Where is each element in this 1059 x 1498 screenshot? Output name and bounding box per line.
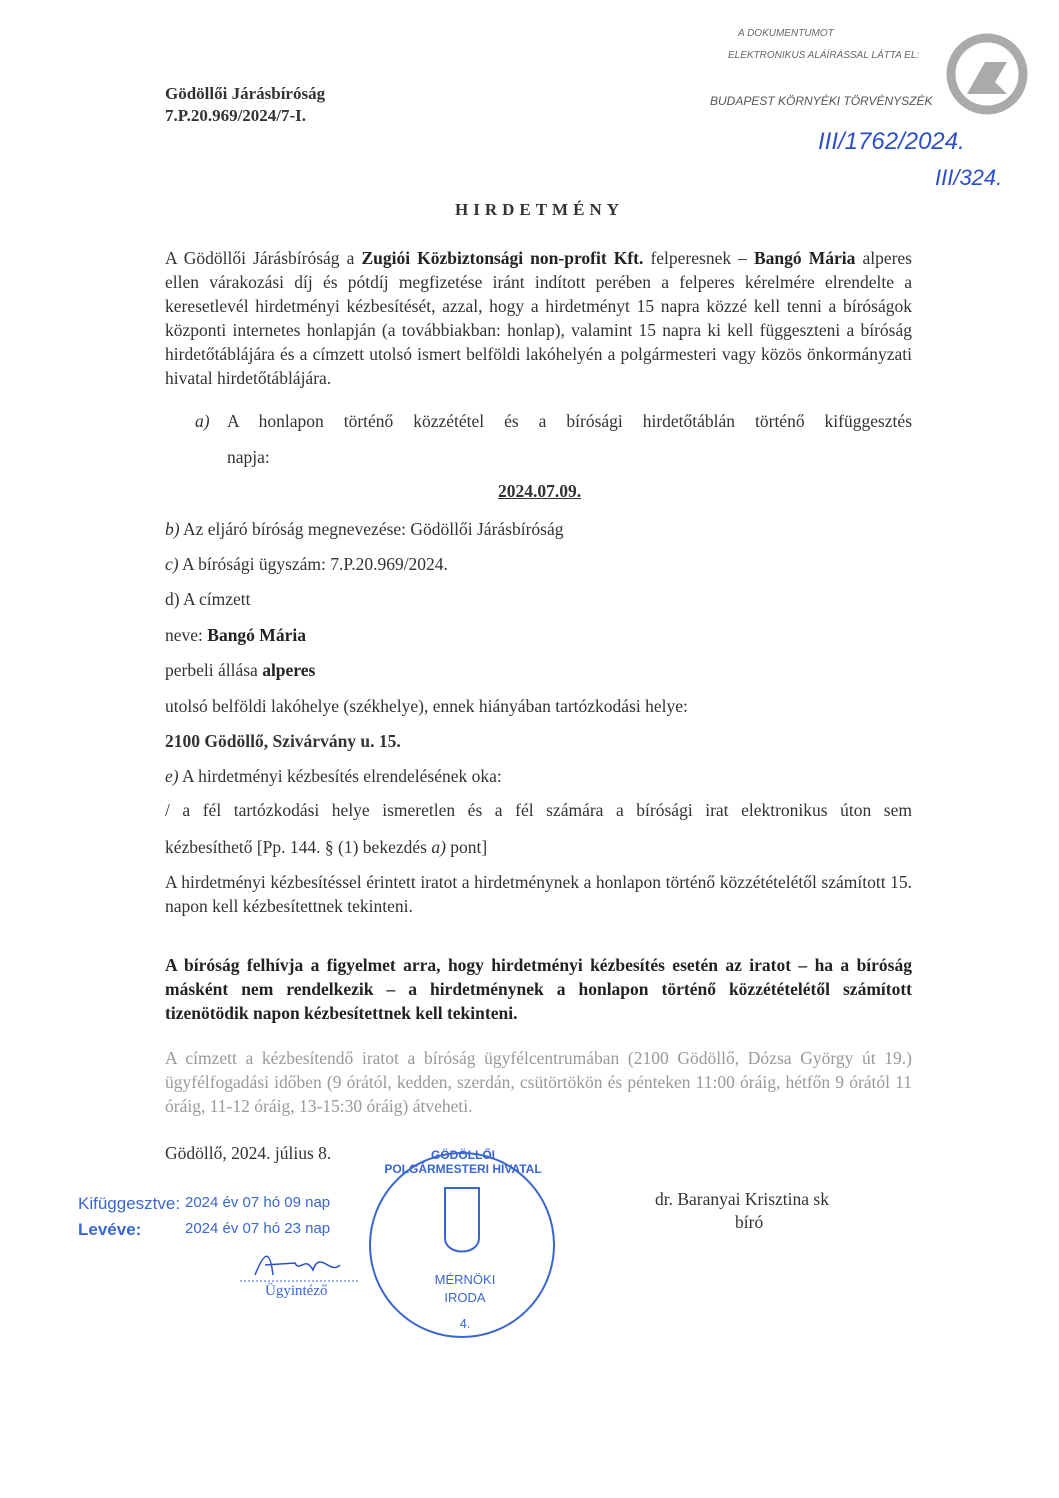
posted-value: 2024 év 07 hó 09 nap bbox=[185, 1194, 331, 1211]
removed-value: 2024 év 07 hó 23 nap bbox=[185, 1220, 331, 1237]
stamp-dept1: MÉRNÖKI bbox=[434, 1272, 496, 1287]
handwritten-registry-1: III/1762/2024. bbox=[818, 128, 965, 155]
signer-role: bíró bbox=[735, 1212, 764, 1232]
publication-date: 2024.07.09. bbox=[497, 481, 582, 501]
esign-org: BUDAPEST KÖRNYÉKI TÖRVÉNYSZÉK bbox=[710, 94, 933, 108]
intro-paragraph: A Gödöllői Járásbíróság a Zugiói Közbiztonsági non-profit Kft. felperesnek – Bangó Mária alperes ellen várakozási díj és pótdíj megfizetése iránt indított perében a felperes kérelmére elrendelte a keresetlevél hirdetményi kézbesítését, azzal, hogy a hirdetményt 15 napra közzé kell tenni a bíróságok központi internetes honlapján (a továbbiakban: honlap), valamint 15 napra ki kell függeszteni a bíróság hirdetőtáblájára és a címzett utolsó ismert belföldi lakóhelyén a polgármesteri vagy közös önkormányzati hivatal hirdetőtáblájára. bbox=[165, 248, 912, 388]
recipient-role: perbeli állása alperes bbox=[165, 660, 316, 680]
stamp-ring-text: GÖDÖLLŐI POLGÁRMESTERI HIVATAL bbox=[384, 1148, 542, 1176]
notice-paragraph: A bíróság felhívja a figyelmet arra, hogy hirdetményi kézbesítés esetén az iratot – ha a bíróság másként nem rendelkezik – a hirdetménynek a honlapon történő közzétételétől számított tizenötödik napon kézbesítettnek kell tekinteni. bbox=[165, 955, 912, 1023]
item-e: e) A hirdetményi kézbesítés elrendelésének oka: bbox=[165, 766, 502, 786]
posted-label: Kifüggesztve: bbox=[78, 1194, 181, 1213]
item-a-text2: napja: bbox=[227, 447, 270, 467]
item-a-label: a) bbox=[195, 411, 210, 431]
officer-signature-icon bbox=[235, 1245, 365, 1285]
item-d: d) A címzett bbox=[165, 589, 251, 609]
esign-line1: A DOKUMENTUMOT bbox=[738, 28, 834, 39]
document-title: HIRDETMÉNY bbox=[454, 200, 624, 219]
stamp-dept2: IRODA bbox=[444, 1290, 486, 1305]
case-number: 7.P.20.969/2024/7-I. bbox=[165, 106, 307, 125]
place-date: Gödöllő, 2024. július 8. bbox=[165, 1143, 332, 1163]
handwritten-registry-2: III/324. bbox=[935, 165, 1003, 190]
court-logo-icon bbox=[945, 32, 1030, 117]
reason-line2: kézbesíthető [Pp. 144. § (1) bekezdés a) pont] bbox=[165, 837, 488, 857]
esign-line2: ELEKTRONIKUS ALÁÍRÁSSAL LÁTTA EL: bbox=[728, 50, 920, 61]
reason-line1: / a fél tartózkodási helye ismeretlen és a fél számára a bírósági irat elektronikus úton sem bbox=[165, 800, 912, 820]
pickup-paragraph: A címzett a kézbesítendő iratot a bíróság ügyfélcentrumában (2100 Gödöllő, Dózsa György út 19.) ügyfélfogadási időben (9 órától, kedden, szerdán, csütörtökön és pénteken 11:00 óráig, hétfőn 9 órától 11 óráig, 11-12 óráig, 13-15:30 óráig) átveheti. bbox=[165, 1048, 912, 1116]
address-label: utolsó belföldi lakóhelye (székhelye), ennek hiányában tartózkodási helye: bbox=[165, 696, 688, 716]
court-name: Gödöllői Járásbíróság bbox=[165, 84, 326, 103]
mayor-office-stamp-icon bbox=[365, 1148, 560, 1343]
item-a-text: A honlapon történő közzététel és a bírósági hirdetőtáblán történő kifüggesztés bbox=[227, 411, 912, 431]
signer-name: dr. Baranyai Krisztina sk bbox=[655, 1189, 829, 1209]
recipient-name: neve: Bangó Mária bbox=[165, 625, 306, 645]
stamp-number: 4. bbox=[459, 1316, 471, 1331]
officer-label: Ügyintéző bbox=[265, 1283, 328, 1299]
removed-label: Levéve: bbox=[78, 1220, 142, 1239]
item-b: b) Az eljáró bíróság megnevezése: Gödöllői Járásbíróság bbox=[165, 519, 564, 539]
delivery-paragraph: A hirdetményi kézbesítéssel érintett iratot a hirdetménynek a honlapon történő közzétételétől számított 15. napon kell kézbesítettnek tekinteni. bbox=[165, 872, 912, 916]
item-c: c) A bírósági ügyszám: 7.P.20.969/2024. bbox=[165, 554, 448, 574]
address-value: 2100 Gödöllő, Szivárvány u. 15. bbox=[165, 731, 401, 751]
